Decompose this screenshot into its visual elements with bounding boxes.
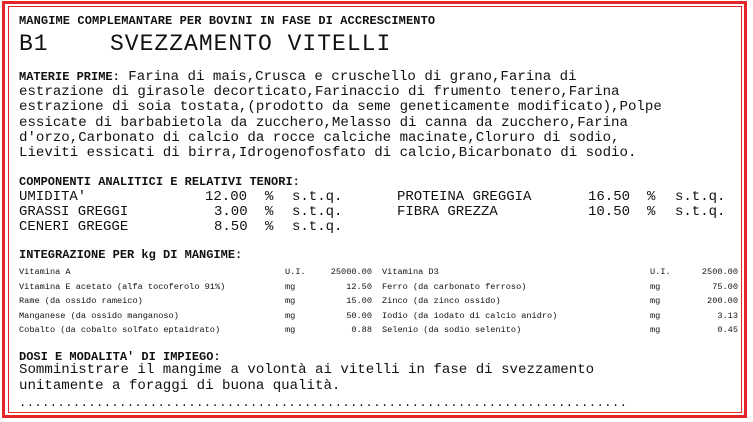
componente-value: 16.50 [588,189,631,205]
componente-value: 10.50 [588,204,631,220]
dotted-line: ............................................................................... [19,396,628,410]
integrazione-unit: U.I. [285,267,306,277]
integrazione-unit: mg [650,311,661,321]
integrazione-value: 25000.00 [330,267,372,277]
integrazione-value: 0.88 [351,325,372,335]
componente-name: GRASSI GREGGI [19,204,129,220]
componente-unit: s.t.q. [675,189,726,205]
integrazione-value: 3.13 [717,311,738,321]
product-title: SVEZZAMENTO VITELLI [110,31,392,57]
componente-pct: % [647,189,656,205]
componente-name: FIBRA GREZZA [397,204,498,220]
integrazione-value: 2500.00 [701,267,738,277]
componente-value: 8.50 [214,219,248,235]
integrazione-value: 200.00 [707,296,738,306]
integrazione-name: Zinco (da zinco ossido) [382,296,501,306]
componente-unit: s.t.q. [292,219,343,235]
componente-pct: % [265,204,274,220]
componente-pct: % [265,189,274,205]
componente-unit: s.t.q. [292,189,343,205]
materie-line: d'orzo,Carbonato di calcio da rocce calciche macinate,Cloruro di sodio, [19,129,620,146]
componente-value: 3.00 [214,204,248,220]
dosi-block [19,363,739,394]
componente-unit: s.t.q. [675,204,726,220]
integrazione-name: Cobalto (da cobalto solfato eptaidrato) [19,325,221,335]
integrazione-name: Ferro (da carbonato ferroso) [382,282,527,292]
componente-unit: s.t.q. [292,204,343,220]
materie-prime-label: MATERIE PRIME: [19,70,120,84]
integrazione-value: 75.00 [712,282,738,292]
integrazione-unit: mg [285,325,296,335]
integrazione-value: 15.00 [346,296,372,306]
materie-line: Lieviti essicati di birra,Idrogenofosfato di calcio,Bicarbonato di sodio. [19,145,637,162]
componenti-label: COMPONENTI ANALITICI E RELATIVI TENORI: [19,175,300,189]
componente-name: PROTEINA GREGGIA [397,189,532,205]
integrazione-unit: U.I. [650,267,671,277]
componente-pct: % [647,204,656,220]
integrazione-unit: mg [650,282,661,292]
dosi-line: Somministrare il mangime a volontà ai vitelli in fase di svezzamento [19,362,595,378]
componente-value: 12.00 [205,189,248,205]
componente-pct: % [265,219,274,235]
componente-name: CENERI GREGGE [19,219,129,235]
product-category-header: MANGIME COMPLEMANTARE PER BOVINI IN FASE DI ACCRESCIMENTO [19,14,436,28]
integrazione-label: INTEGRAZIONE PER kg DI MANGIME: [19,248,243,262]
dosi-label: DOSI E MODALITA' DI IMPIEGO: [19,350,221,364]
dosi-line: unitamente a foraggi di buona qualità. [19,377,341,394]
integrazione-value: 0.45 [717,325,738,335]
integrazione-unit: mg [285,282,296,292]
componente-name: UMIDITA' [19,189,87,205]
integrazione-unit: mg [285,296,296,306]
materie-line: estrazione di girasole decorticato,Farinaccio di frumento tenero,Farina [19,84,620,101]
integrazione-name: Selenio (da sodio selenito) [382,325,522,335]
product-code: B1 [19,31,49,57]
integrazione-name: Iodio (da iodato di calcio anidro) [382,311,558,321]
integrazione-value: 12.50 [346,282,372,292]
materie-prime-block [19,70,741,161]
integrazione-unit: mg [650,325,661,335]
integrazione-name: Rame (da ossido rameico) [19,296,143,306]
materie-line: essicate di barbabietola da zucchero,Melasso di canna da zucchero,Farina [19,114,628,131]
integrazione-unit: mg [285,311,296,321]
integrazione-value: 50.00 [346,311,372,321]
integrazione-name: Vitamina E acetato (alfa tocoferolo 91%) [19,282,226,292]
integrazione-name: Vitamina D3 [382,267,439,277]
integrazione-name: Vitamina A [19,267,71,277]
materie-line: MATERIE PRIME: Farina di mais,Crusca e cruschello di grano,Farina di [19,69,577,85]
integrazione-name: Manganese (da ossido manganoso) [19,311,179,321]
materie-line: estrazione di soia tostata,(prodotto da seme geneticamente modificato),Polpe [19,99,662,116]
integrazione-unit: mg [650,296,661,306]
